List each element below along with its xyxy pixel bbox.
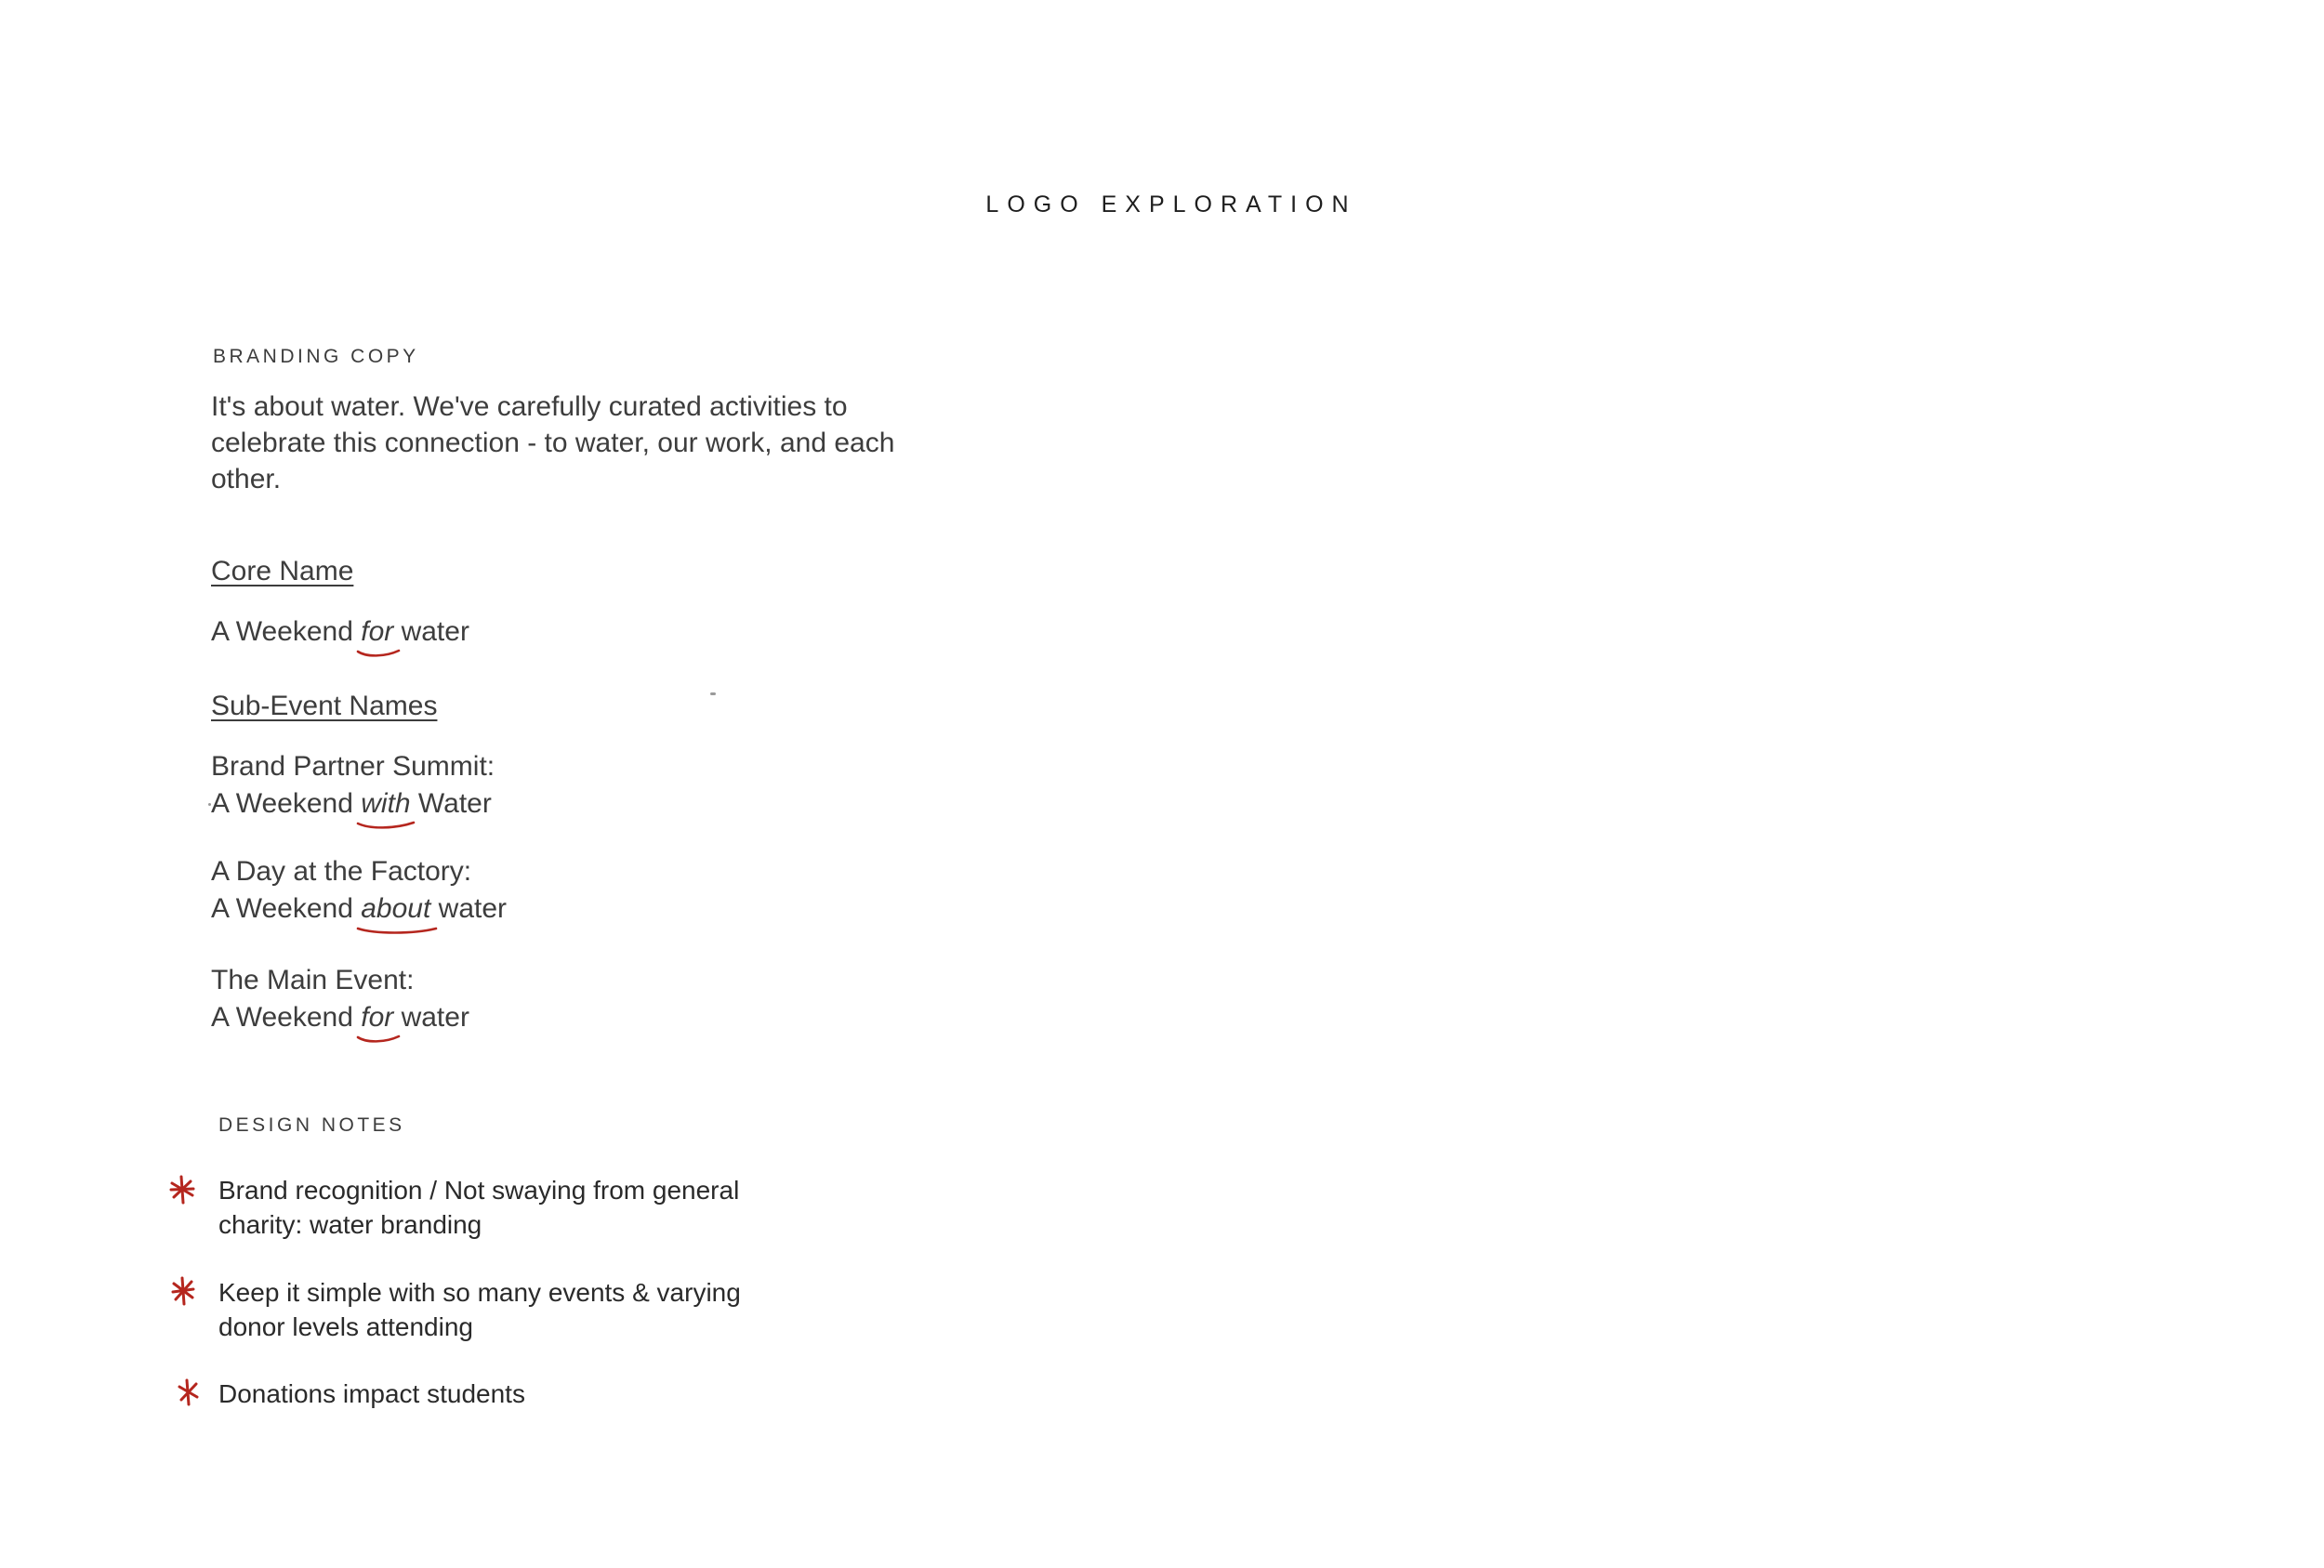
red-underline-scribble [357, 649, 400, 658]
red-asterisk-icon [168, 1175, 196, 1205]
sub-event-title: The Main Event: [211, 965, 415, 995]
sub-event-emphasis: for [361, 999, 393, 1036]
sub-event-tagline: A Weekend about water [211, 890, 507, 928]
sub-event-tagline: A Weekend with Water [211, 785, 495, 823]
core-name-prefix: A Weekend [211, 616, 362, 647]
design-note-item: Keep it simple with so many events & varying donor levels attending [218, 1278, 741, 1341]
sub-event-title: Brand Partner Summit: [211, 751, 495, 782]
core-name-heading: Core Name [211, 556, 354, 586]
branding-copy-label: BRANDING COPY [213, 346, 419, 367]
sub-event-emphasis: with [361, 785, 410, 823]
sub-event-day-at-factory [211, 853, 507, 928]
red-underline-scribble [357, 1034, 400, 1044]
sub-event-tagline: A Weekend for water [211, 999, 469, 1036]
red-asterisk-icon [176, 1377, 204, 1407]
stray-mark [710, 692, 716, 695]
design-notes-label: DESIGN NOTES [218, 1114, 405, 1136]
design-note-item: Brand recognition / Not swaying from general charity: water branding [218, 1176, 740, 1239]
sub-event-title: A Day at the Factory: [211, 856, 472, 887]
red-underline-scribble [357, 926, 437, 935]
sub-event-emphasis: about [361, 890, 430, 928]
core-name-suffix: water [393, 616, 469, 647]
core-name [211, 613, 469, 651]
branding-copy-text: It's about water. We've carefully curated activities to celebrate this connection - to water, our work, and each other. [211, 391, 895, 494]
core-name-emphasis: for [361, 613, 393, 651]
sub-event-names-heading: Sub-Event Names [211, 691, 438, 721]
design-note-item: Donations impact students [218, 1379, 525, 1408]
sub-event-main-event [211, 962, 469, 1036]
sub-event-brand-partner-summit [211, 748, 495, 823]
page-title: LOGO EXPLORATION [985, 191, 1357, 217]
red-asterisk-icon [169, 1276, 197, 1306]
red-underline-scribble [357, 821, 415, 830]
